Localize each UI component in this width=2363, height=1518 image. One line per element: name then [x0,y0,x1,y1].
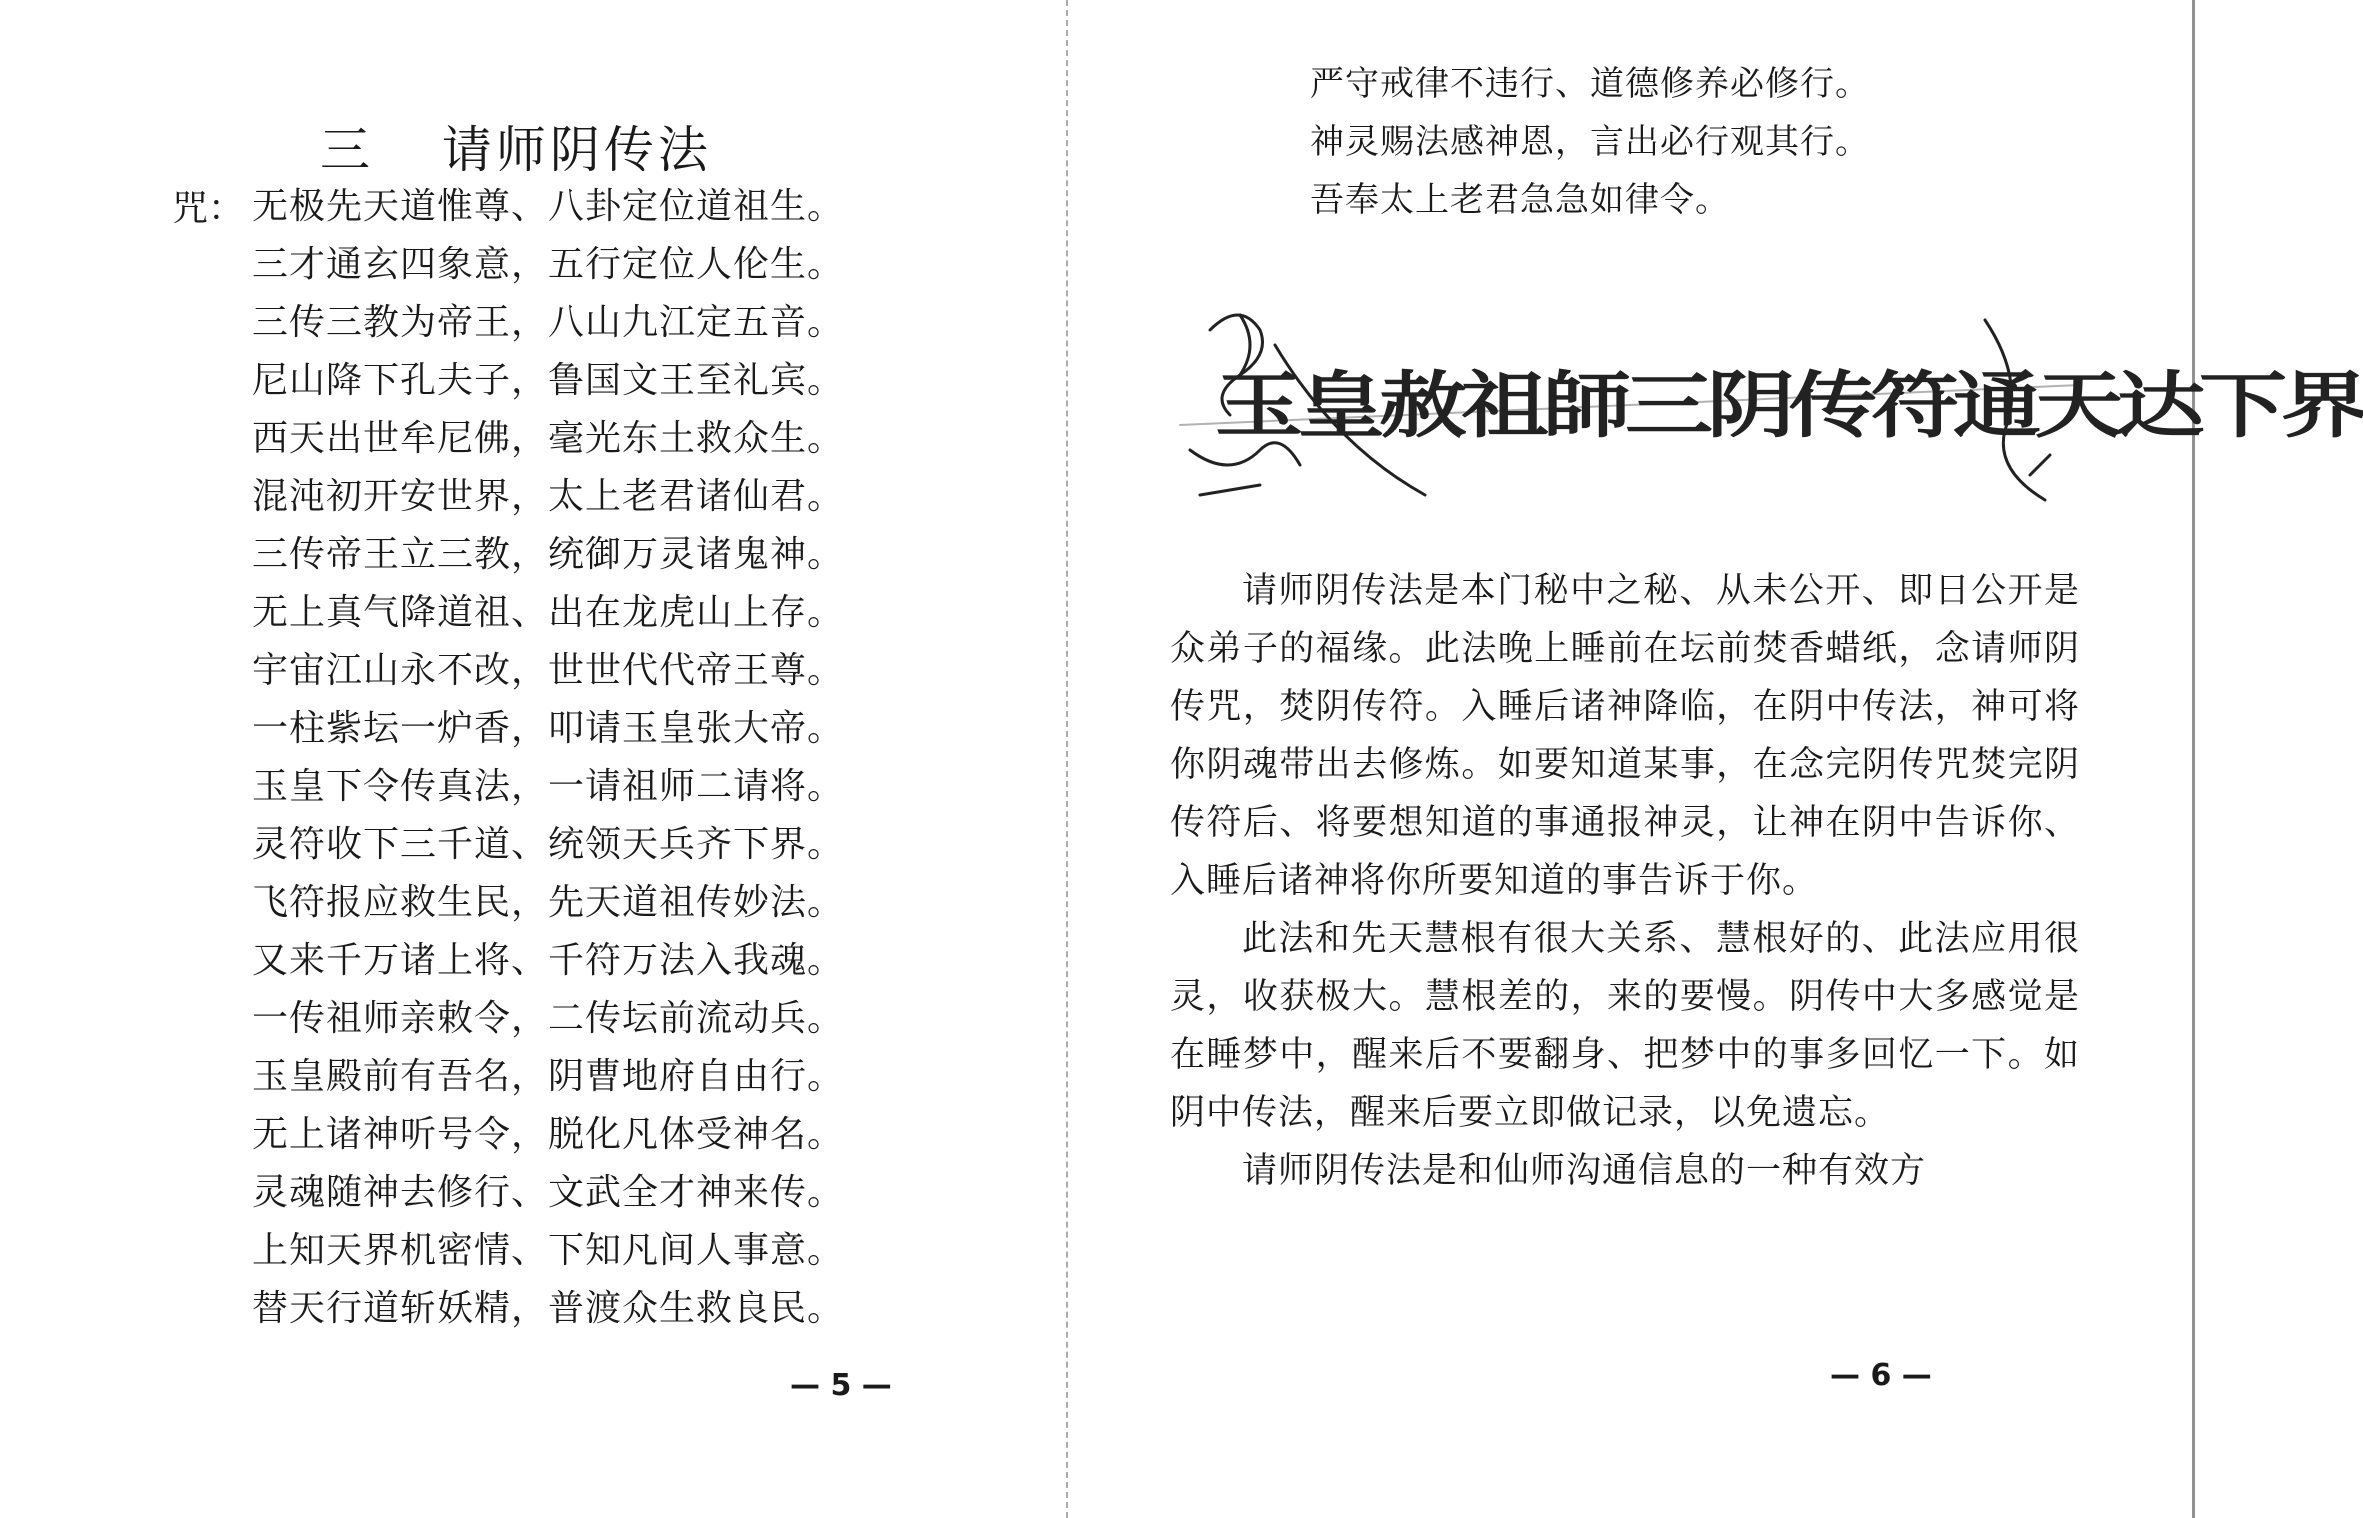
mantra-verse: 无上真气降道祖、出在龙虎山上存。 [252,592,845,633]
mantra-verse: 宇宙江山永不改，世世代代帝王尊。 [252,650,845,691]
mantra-verse: 灵符收下三千道、统领天兵齐下界。 [252,824,845,865]
section-title: 请师阴传法 [441,121,712,179]
paragraph: 请师阴传法是和仙师沟通信息的一种有效方 [1242,1151,1927,1191]
right-page [1075,0,2363,1518]
mantra-verse-list [252,178,844,1338]
mantra-verse: 飞符报应救生民，先天道祖传妙法。 [252,882,845,923]
mantra-verse: 三传帝王立三教，统御万灵诸鬼神。 [252,534,845,575]
mantra-verse: 吾奉太上老君急急如律令。 [1310,180,1730,220]
mantra-verse: 三才通玄四象意，五行定位人伦生。 [252,244,845,285]
mantra-verse: 无上诸神听号令，脱化凡体受神名。 [252,1114,845,1155]
mantra-verse: 替天行道斩妖精，普渡众生救良民。 [252,1288,845,1329]
mantra-verse: 三传三教为帝王，八山九江定五音。 [252,302,845,343]
mantra-verse: 混沌初开安世界，太上老君诸仙君。 [252,476,845,517]
mantra-verse: 神灵赐法感神恩，言出必行观其行。 [1310,122,1870,162]
mantra-verse: 灵魂随神去修行、文武全才神来传。 [252,1172,845,1213]
talisman-text: 玉皇赦祖師三阴传符通天达下界 [1215,362,2363,448]
mantra-verse: 一传祖师亲敕令，二传坛前流动兵。 [252,998,845,1039]
mantra-verse: 无极先天道惟尊、八卦定位道祖生。 [252,186,845,227]
mantra-verse: 玉皇下令传真法，一请祖师二请将。 [252,766,845,807]
page-number: — 5 — [790,1368,892,1403]
paragraph: 请师阴传法是本门秘中之秘、从未公开、即日公开是众弟子的福缘。此法晚上睡前在坛前焚香蜡纸，念请师阴传咒，焚阴传符。入睡后诸神降临，在阴中传法，神可将你阴魂带出去修炼。如要知道某事，在念完阴传咒焚完阴传符后、将要想知道的事通报神灵，让神在阴中告诉你、入睡后诸神将你所要知道的事告诉于你。 [1170,571,2080,901]
mantra-continuation-list [1310,55,1870,229]
left-page [0,0,1065,1518]
mantra-label: 咒： [172,188,245,229]
body-text [1170,562,2080,1200]
page-gutter [1066,0,1068,1518]
paragraph: 此法和先天慧根有很大关系、慧根好的、此法应用很灵，收获极大。慧根差的，来的要慢。阴传中大多感觉是在睡梦中，醒来后不要翻身、把梦中的事多回忆一下。如阴中传法，醒来后要立即做记录，以免遗忘。 [1170,919,2080,1133]
mantra-verse: 一柱紫坛一炉香，叩请玉皇张大帝。 [252,708,845,749]
section-heading [320,110,712,182]
section-number: 三 [320,121,374,179]
mantra-verse: 上知天界机密情、下知凡间人事意。 [252,1230,845,1271]
mantra-verse: 又来千万诸上将、千符万法入我魂。 [252,940,845,981]
mantra-verse: 玉皇殿前有吾名，阴曹地府自由行。 [252,1056,845,1097]
mantra-verse: 尼山降下孔夫子，鲁国文王至礼宾。 [252,360,845,401]
talisman-drawing [1170,305,2363,525]
mantra-verse: 西天出世牟尼佛，毫光东土救众生。 [252,418,845,459]
mantra-verse: 严守戒律不违行、道德修养必修行。 [1310,64,1870,104]
page-number: — 6 — [1830,1358,1932,1393]
